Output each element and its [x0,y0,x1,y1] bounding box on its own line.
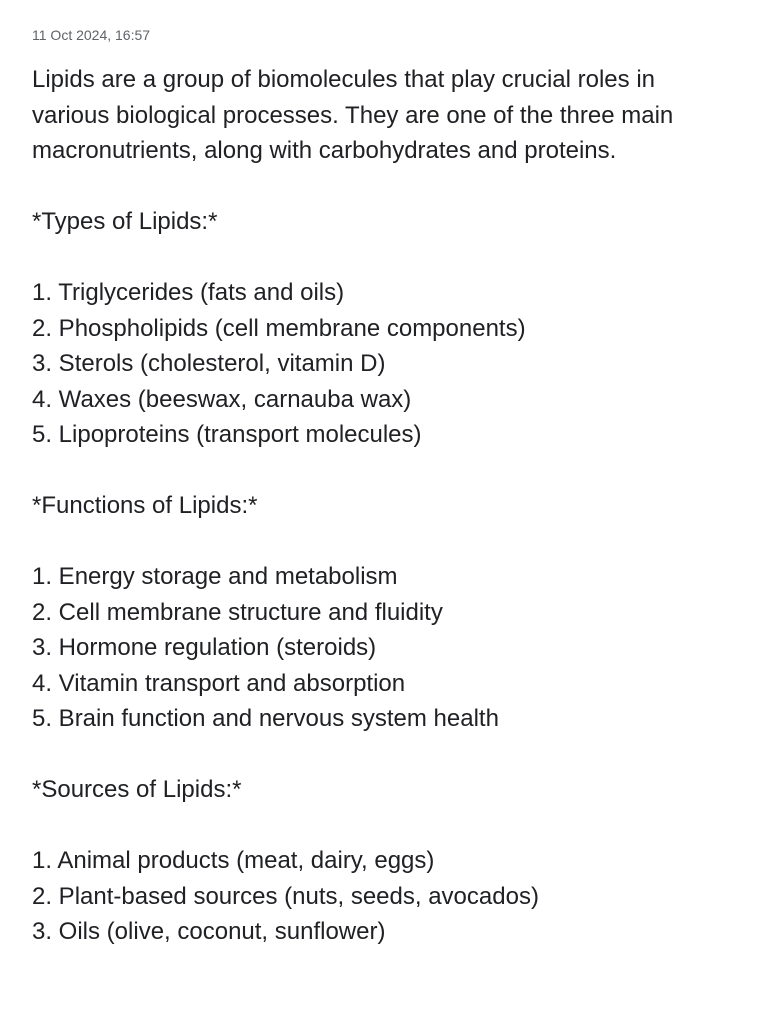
list-item: 4. Vitamin transport and absorption [32,669,406,697]
blank-line [32,453,744,489]
intro-line: Lipids are a group of biomolecules that play crucial roles in [32,66,656,93]
list-item: 2. Plant-based sources (nuts, seeds, avocados) [32,882,539,910]
note-timestamp: 11 Oct 2024, 16:57 [32,27,151,43]
section-heading-sources: *Sources of Lipids:* [32,776,242,803]
list-item: 3. Sterols (cholesterol, vitamin D) [32,350,386,377]
intro-line: various biological processes. They are one of the three main [32,101,674,129]
list-item: 2. Phospholipids (cell membrane components) [32,314,526,342]
blank-line [32,240,744,276]
list-item: 2. Cell membrane structure and fluidity [32,598,443,626]
list-item: 3. Oils (olive, coconut, sunflower) [32,918,386,945]
list-item: 5. Lipoproteins (transport molecules) [32,421,422,448]
list-item: 3. Hormone regulation (steroids) [32,634,377,661]
list-item: 1. Animal products (meat, dairy, eggs) [32,847,435,874]
intro-line: macronutrients, along with carbohydrates and proteins. [32,137,617,164]
blank-line [32,737,744,773]
section-heading-functions: *Functions of Lipids:* [32,492,258,519]
blank-line [32,524,744,560]
list-item: 4. Waxes (beeswax, carnauba wax) [32,385,412,413]
section-heading-types: *Types of Lipids:* [32,208,218,235]
blank-line [32,808,744,844]
blank-line [32,169,744,205]
note-body[interactable] [32,62,744,950]
list-item: 1. Energy storage and metabolism [32,563,398,590]
list-item: 1. Triglycerides (fats and oils) [32,279,345,306]
list-item: 5. Brain function and nervous system health [32,705,499,732]
